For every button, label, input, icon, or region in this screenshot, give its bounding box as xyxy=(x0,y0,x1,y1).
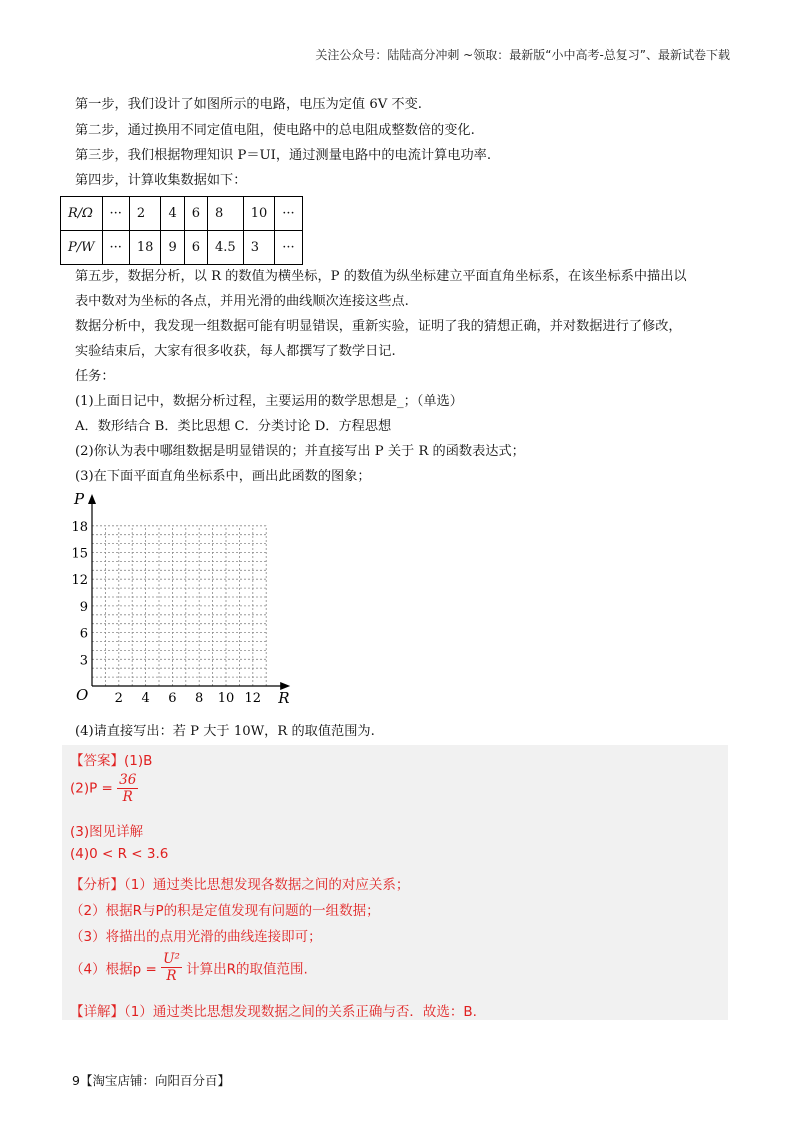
table-cell: ··· xyxy=(275,231,302,265)
analysis-line-4 xyxy=(70,951,308,984)
table-cell: 3 xyxy=(243,231,275,265)
analysis-4-fraction xyxy=(161,951,182,984)
table-cell: 4 xyxy=(161,197,184,231)
question-4: (4)请直接写出：若 P 大于 10W，R 的取值范围为. xyxy=(75,724,375,739)
page-footer: 9【淘宝店铺：向阳百分百】 xyxy=(72,1073,230,1088)
table-cell: 10 xyxy=(243,197,275,231)
answer-line-1 xyxy=(70,749,152,769)
answer-2-fraction xyxy=(117,772,138,805)
step4-text: 第四步，计算收集数据如下： xyxy=(75,173,247,188)
fraction-numerator: U² xyxy=(163,951,180,967)
page-header: 关注公众号：陆陆高分冲刺 ~领取：最新版“小中高考-总复习”、最新试卷下载 xyxy=(315,48,730,62)
fraction-denominator: R xyxy=(122,789,133,805)
x-tick-label: 8 xyxy=(195,691,204,706)
answer-4: (4)0 < R < 3.6 xyxy=(70,846,169,862)
x-tick-label: 12 xyxy=(244,691,262,706)
table-cell: 6 xyxy=(184,231,207,265)
table-cell: ··· xyxy=(102,231,129,265)
answer-tag: 【答案】 xyxy=(70,753,124,769)
step5-line2: 表中数对为坐标的各点，并用光滑的曲线顺次连接这些点. xyxy=(75,294,409,309)
y-tick-label: 18 xyxy=(71,519,88,535)
question-1-options: A．数形结合 B．类比思想 C．分类讨论 D．方程思想 xyxy=(75,419,392,434)
coordinate-grid-chart xyxy=(60,488,300,713)
data-table xyxy=(60,196,303,265)
x-tick-label: 6 xyxy=(168,691,177,706)
fraction-denominator: R xyxy=(166,968,177,984)
detail-tag: 【详解】 xyxy=(70,1004,124,1020)
y-axis-label: P xyxy=(74,490,85,508)
analysis-4-suffix: 计算出R的取值范围. xyxy=(186,961,308,978)
table-cell: 6 xyxy=(184,197,207,231)
answer-1: (1)B xyxy=(124,753,153,769)
question-2: (2)你认为表中哪组数据是明显错误的；并直接写出 P 关于 R 的函数表达式； xyxy=(75,444,525,459)
table-cell: R/Ω xyxy=(61,197,103,231)
table-cell: ··· xyxy=(102,197,129,231)
table-cell: ··· xyxy=(275,197,302,231)
step3-text: 第三步，我们根据物理知识 P＝UI，通过测量电路中的电流计算电功率. xyxy=(75,148,492,163)
x-tick-label: 10 xyxy=(217,691,235,706)
analysis-line-1 xyxy=(70,873,409,893)
y-tick-label: 3 xyxy=(79,653,88,669)
x-tick-label: 4 xyxy=(141,691,150,706)
analysis-3: （3）将描出的点用光滑的曲线连接即可； xyxy=(70,929,322,945)
analysis-2: （2）根据R与P的积是定值发现有问题的一组数据； xyxy=(70,903,380,919)
table-cell: 9 xyxy=(161,231,184,265)
question-1: (1)上面日记中，数据分析过程，主要运用的数学思想是_；（单选） xyxy=(75,394,463,409)
answer-3: (3)图见详解 xyxy=(70,824,144,840)
fraction-numerator: 36 xyxy=(119,772,137,788)
question-3: (3)在下面平面直角坐标系中，画出此函数的图象； xyxy=(75,469,371,484)
step2-text: 第二步，通过换用不同定值电阻，使电路中的总电阻成整数倍的变化. xyxy=(75,123,475,138)
detail-1: （1）通过类比思想发现数据之间的关系正确与否．故选：B. xyxy=(124,1004,477,1020)
table-cell: 4.5 xyxy=(208,231,244,265)
x-axis-label: R xyxy=(278,689,290,707)
table-row xyxy=(61,197,303,231)
y-tick-label: 15 xyxy=(71,546,88,562)
analysis-line2: 实验结束后，大家有很多收获，每人都撰写了数学日记. xyxy=(75,344,396,359)
table-cell: 2 xyxy=(129,197,161,231)
analysis-1: （1）通过类比思想发现各数据之间的对应关系； xyxy=(124,877,410,893)
origin-label: O xyxy=(76,686,89,704)
answer-line-2 xyxy=(70,772,138,805)
step5-line1: 第五步，数据分析，以 R 的数值为横坐标，P 的数值为纵坐标建立平面直角坐标系，在该坐标系中描出以 xyxy=(75,269,687,284)
analysis-4-prefix: （4）根据p = xyxy=(70,961,157,978)
table-cell: P/W xyxy=(61,231,103,265)
analysis-tag: 【分析】 xyxy=(70,877,124,893)
step1-text: 第一步，我们设计了如图所示的电路，电压为定值 6V 不变. xyxy=(75,97,422,112)
y-tick-label: 12 xyxy=(71,573,88,589)
x-tick-label: 2 xyxy=(114,691,123,706)
table-row xyxy=(61,231,303,265)
y-tick-label: 9 xyxy=(79,599,88,615)
table-cell: 8 xyxy=(208,197,244,231)
y-tick-label: 6 xyxy=(79,626,88,642)
table-cell: 18 xyxy=(129,231,161,265)
y-axis-arrow xyxy=(88,494,96,504)
task-label: 任务： xyxy=(75,369,115,384)
answer-2-prefix: (2)P = xyxy=(70,780,113,797)
detail-line-1 xyxy=(70,1000,477,1020)
analysis-line1: 数据分析中，我发现一组数据可能有明显错误，重新实验，证明了我的猜想正确，并对数据进行了修改， xyxy=(75,319,682,334)
